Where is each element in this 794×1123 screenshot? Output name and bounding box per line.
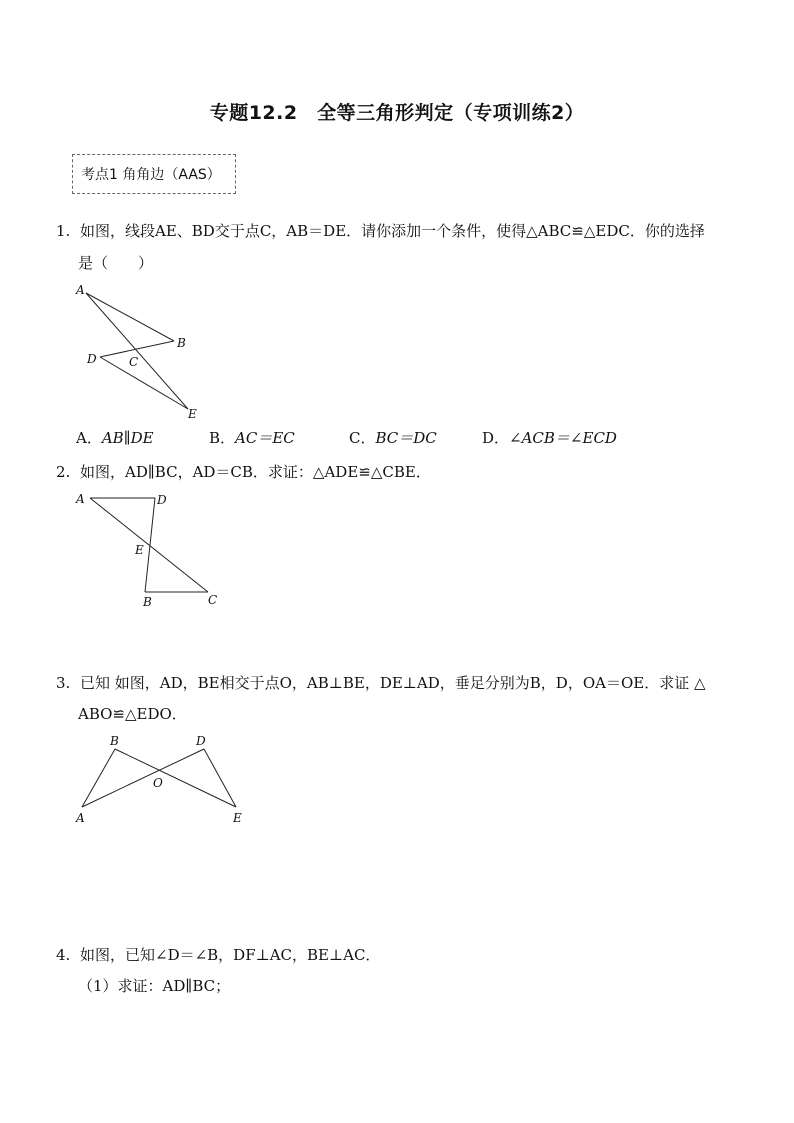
section-label: 考点1 角角边（AAS）	[81, 167, 221, 183]
question-text: 如图，已知∠D＝∠B，DF⊥AC，BE⊥AC．	[80, 946, 381, 964]
label-c: C	[129, 355, 139, 369]
label-e: E	[188, 407, 197, 421]
option-letter: C．	[349, 429, 376, 447]
question-number: 3.	[56, 674, 71, 692]
option-letter: A．	[76, 429, 102, 447]
question-4	[56, 940, 380, 971]
question-text: 已知 如图，AD，BE相交于点O，AB⊥BE，DE⊥AD，垂足分别为B，D，OA＝OE．求证 △	[80, 674, 706, 692]
label-o: O	[153, 776, 163, 790]
option-text: AB∥DE	[101, 429, 154, 447]
label-d: D	[196, 734, 206, 748]
label-b: B	[177, 336, 186, 350]
option-text: BC＝DC	[375, 429, 437, 447]
label-b: B	[143, 595, 152, 609]
label-e: E	[135, 543, 144, 557]
segment-de	[204, 749, 236, 807]
label-a: A	[76, 492, 85, 506]
label-c: C	[208, 593, 218, 607]
label-a: A	[76, 811, 85, 825]
question-1-line2: 是（ ）	[78, 254, 154, 272]
label-d: D	[87, 352, 97, 366]
segment-ab	[82, 749, 115, 807]
question-number: 4.	[56, 946, 71, 964]
question-number: 1.	[56, 222, 71, 240]
label-a: A	[76, 283, 85, 297]
question-text: 如图，AD∥BC，AD＝CB．求证：△ADE≌△CBE．	[80, 463, 431, 481]
segment-ad	[82, 749, 204, 807]
option-letter: D．	[482, 429, 510, 447]
question-3-line2: ABO≌△EDO．	[78, 705, 187, 723]
option-letter: B．	[209, 429, 236, 447]
option-text: ∠ACB＝∠ECD	[509, 429, 617, 447]
question-number: 2.	[56, 463, 71, 481]
question-4-sub1: （1）求证：AD∥BC；	[78, 977, 231, 995]
label-b: B	[110, 734, 119, 748]
option-text: AC＝EC	[235, 429, 295, 447]
label-d: D	[157, 493, 167, 507]
segment-be	[115, 749, 236, 807]
label-e: E	[233, 811, 242, 825]
question-text: 如图，线段AE、BD交于点C，AB＝DE．请你添加一个条件，使得△ABC≌△EDC．你的选择	[80, 222, 705, 240]
page-title: 专题12.2 全等三角形判定（专项训练2）	[209, 102, 585, 124]
